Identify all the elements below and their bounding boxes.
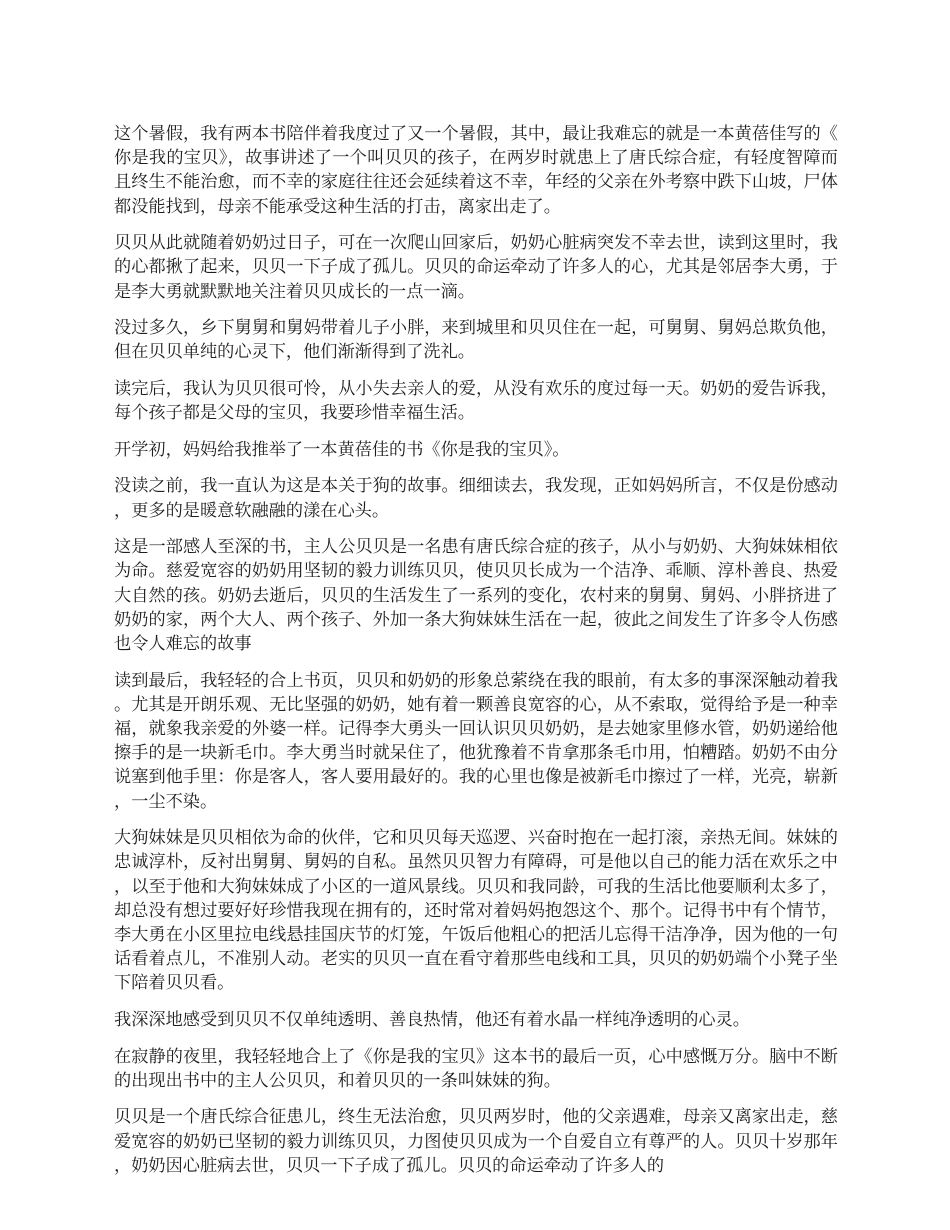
paragraph: 贝贝是一个唐氏综合征患儿，终生无法治愈，贝贝两岁时，他的父亲遇难，母亲又离家出走，慈爱宽容的奶奶已坚韧的毅力训练贝贝，力图使贝贝成为一个自爱自立有尊严的人。贝贝十岁那年，奶奶因心脏病去世，贝贝一下子成了孤儿。贝贝的命运牵动了许多人的 bbox=[114, 1107, 838, 1176]
paragraph: 没过多久，乡下舅舅和舅妈带着儿子小胖，来到城里和贝贝住在一起，可舅舅、舅妈总欺负他，但在贝贝单纯的心灵下，他们渐渐得到了洗礼。 bbox=[114, 318, 838, 363]
paragraph: 这个暑假，我有两本书陪伴着我度过了又一个暑假，其中，最让我难忘的就是一本黄蓓佳写的《你是我的宝贝》，故事讲述了一个叫贝贝的孩子，在两岁时就患上了唐氏综合症，有轻度智障而且终生不能治愈，而不幸的家庭往往还会延续着这不幸，年经的父亲在外考察中跌下山坡，尸体都没能找到，母亲不能承受这种生活的打击，离家出走了。 bbox=[114, 124, 838, 217]
paragraph: 贝贝从此就随着奶奶过日子，可在一次爬山回家后，奶奶心脏病突发不幸去世，读到这里时，我的心都揪了起来，贝贝一下子成了孤儿。贝贝的命运牵动了许多人的心，尤其是邻居李大勇，于是李大勇就默默地关注着贝贝成长的一点一滴。 bbox=[114, 233, 838, 302]
paragraph: 读到最后，我轻轻的合上书页，贝贝和奶奶的形象总萦绕在我的眼前，有太多的事深深触动着我。尤其是开朗乐观、无比坚强的奶奶，她有着一颗善良宽容的心，从不索取，觉得给予是一种幸福，就象我亲爱的外婆一样。记得李大勇头一回认识贝贝奶奶，是去她家里修水管，奶奶递给他擦手的是一块新毛巾。李大勇当时就呆住了，他犹豫着不肯拿那条毛巾用，怕糟踏。奶奶不由分说塞到他手里：你是客人，客人要用最好的。我的心里也像是被新毛巾擦过了一样，光亮，崭新，一尘不染。 bbox=[114, 670, 838, 812]
paragraph: 开学初，妈妈给我推举了一本黄蓓佳的书《你是我的宝贝》。 bbox=[114, 439, 570, 460]
paragraph: 在寂静的夜里，我轻轻地合上了《你是我的宝贝》这本书的最后一页，心中感慨万分。脑中不断的出现出书中的主人公贝贝，和着贝贝的一条叫妹妹的狗。 bbox=[114, 1046, 838, 1091]
document-body bbox=[114, 122, 838, 1190]
paragraph: 没读之前，我一直认为这是本关于狗的故事。细细读去，我发现，正如妈妈所言，不仅是份感动，更多的是暖意软融融的漾在心头。 bbox=[114, 476, 838, 521]
paragraph: 我深深地感受到贝贝不仅单纯透明、善良热情，他还有着水晶一样纯净透明的心灵。 bbox=[114, 1010, 750, 1031]
paragraph: 读完后，我认为贝贝很可怜，从小失去亲人的爱，从没有欢乐的度过每一天。奶奶的爱告诉我，每个孩子都是父母的宝贝，我要珍惜幸福生活。 bbox=[114, 379, 838, 424]
paragraph: 这是一部感人至深的书，主人公贝贝是一名患有唐氏综合症的孩子，从小与奶奶、大狗妹妹相依为命。慈爱宽容的奶奶用坚韧的毅力训练贝贝，使贝贝长成为一个洁净、乖顺、淳朴善良、热爱大自然的孩。奶奶去逝后，贝贝的生活发生了一系列的变化，农村来的舅舅、舅妈、小胖挤进了奶奶的家，两个大人、两个孩子、外加一条大狗妹妹生活在一起，彼此之间发生了许多令人伤感也令人难忘的故事 bbox=[114, 537, 838, 654]
paragraph: 大狗妹妹是贝贝相依为命的伙伴，它和贝贝每天巡逻、兴奋时抱在一起打滚，亲热无间。妹妹的忠诚淳朴，反衬出舅舅、舅妈的自私。虽然贝贝智力有障碍，可是他以自己的能力活在欢乐之中，以至于他和大狗妹妹成了小区的一道风景线。贝贝和我同龄，可我的生活比他要顺利太多了，却总没有想过要好好珍惜我现在拥有的，还时常对着妈妈抱怨这个、那个。记得书中有个情节，李大勇在小区里拉电线悬挂国庆节的灯笼，午饭后他粗心的把活儿忘得干洁净净，因为他的一句话看着点儿，不准别人动。老实的贝贝一直在看守着那些电线和工具，贝贝的奶奶端个小凳子坐下陪着贝贝看。 bbox=[114, 828, 838, 994]
